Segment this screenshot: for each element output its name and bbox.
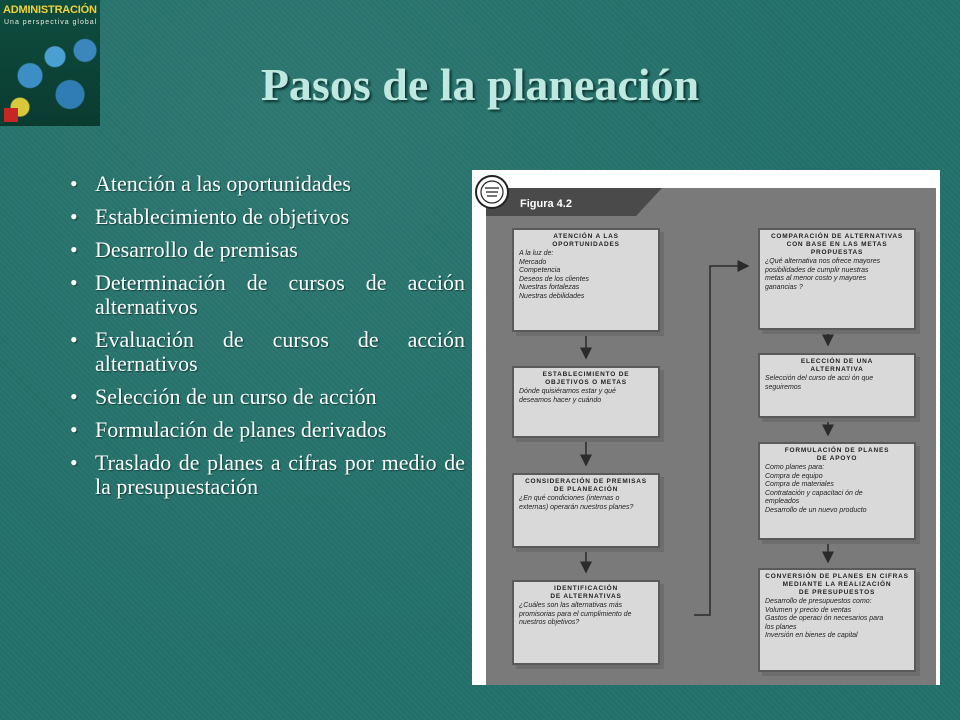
box-title: IDENTIFICACIÓN DE ALTERNATIVAS [550, 585, 622, 600]
figure-label: Figura 4.2 [520, 198, 572, 210]
box-body: Selección del curso de acci ón que seguiremos [765, 375, 874, 391]
box-oportunidades [512, 228, 660, 332]
box-alternativas [512, 580, 660, 665]
bullet-item: • Evaluación de cursos de acción alternativos [70, 328, 465, 376]
box-presupuestos [758, 568, 916, 672]
box-body: Como planes para: Compra de equipo Compra de materiales Contratación y capacitaci ón de empleados Desarrollo de un nuevo producto [765, 464, 867, 514]
box-title: FORMULACIÓN DE PLANES DE APOYO [784, 447, 890, 462]
box-body: Desarrollo de presupuestos como: Volumen y precio de ventas Gastos de operaci ón necesarios para los planes Inversión en bienes de capital [765, 598, 884, 639]
box-objetivos [512, 366, 660, 438]
bullet-item: • Establecimiento de objetivos [70, 205, 465, 229]
box-title: ATENCIÓN A LAS OPORTUNIDADES [552, 233, 620, 248]
box-body: ¿En qué condiciones (internas o externas) operarán nuestros planes? [519, 495, 634, 511]
box-body: Dónde quisiéramos estar y qué deseamos hacer y cuándo [519, 388, 616, 404]
box-body: A la luz de: Mercado Competencia Deseos de los clientes Nuestras fortalezas Nuestras debilidades [519, 250, 590, 300]
box-title: CONSIDERACIÓN DE PREMISAS DE PLANEACIÓN [525, 478, 647, 493]
box-apoyo [758, 442, 916, 540]
box-premisas [512, 473, 660, 548]
book-cover-subtitle: Una perspectiva global [4, 19, 98, 26]
box-comparacion [758, 228, 916, 330]
bullet-item: • Determinación de cursos de acción alternativos [70, 271, 465, 319]
box-eleccion [758, 353, 916, 418]
figure-panel [472, 170, 940, 685]
box-title: COMPARACIÓN DE ALTERNATIVAS CON BASE EN LAS METAS PROPUESTAS [770, 233, 904, 256]
seal-icon [476, 176, 508, 208]
box-title: CONVERSIÓN DE PLANES EN CIFRAS MEDIANTE LA REALIZACIÓN DE PRESUPUESTOS [765, 573, 909, 596]
bullet-item: • Traslado de planes a cifras por medio de la presupuestación [70, 451, 465, 499]
bullet-list [70, 172, 465, 508]
bullet-item: • Desarrollo de premisas [70, 238, 465, 262]
box-title: ELECCIÓN DE UNA ALTERNATIVA [800, 358, 874, 373]
box-body: ¿Cuáles son las alternativas más promisorias para el cumplimiento de nuestros objetivos? [519, 602, 632, 626]
box-body: ¿Qué alternativa nos ofrece mayores posibilidades de cumplir nuestras metas al menor costo y mayores ganancias ? [765, 258, 881, 291]
book-cover-title: ADMINISTRACIÓN [3, 4, 97, 16]
bullet-item: • Formulación de planes derivados [70, 418, 465, 442]
bullet-item: • Selección de un curso de acción [70, 385, 465, 409]
slide-title: Pasos de la planeación [260, 59, 700, 110]
bullet-item: • Atención a las oportunidades [70, 172, 465, 196]
box-title: ESTABLECIMIENTO DE OBJETIVOS O METAS [542, 371, 630, 386]
